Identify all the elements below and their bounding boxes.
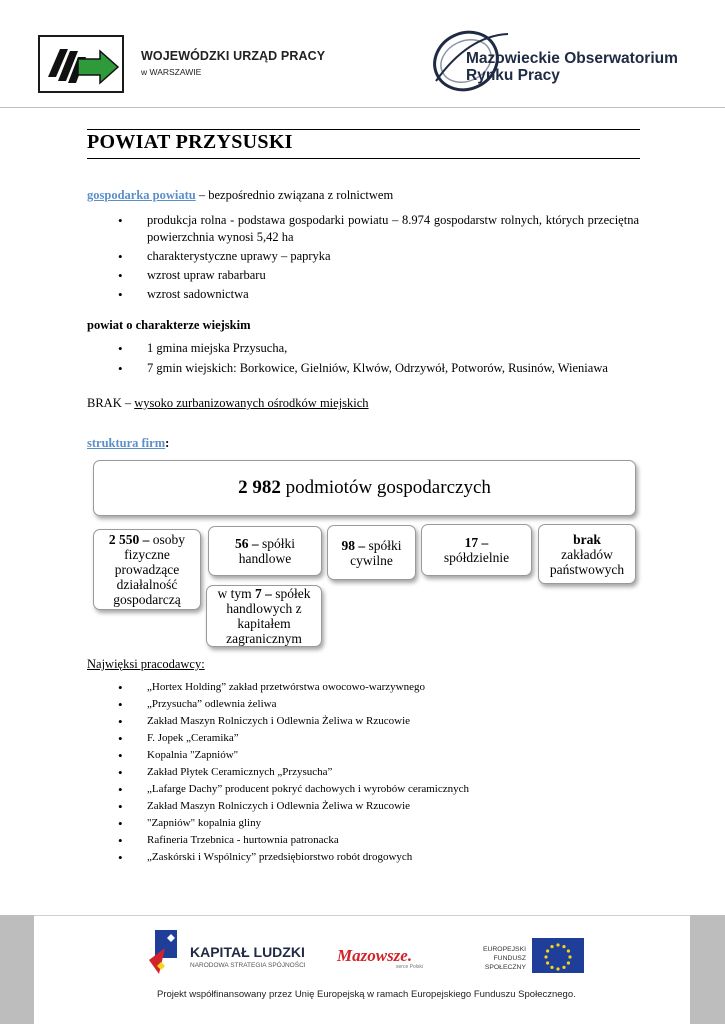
firms-total: [238, 477, 491, 499]
firms-box-label: spółdzielnie: [443, 550, 510, 565]
firms-box-foreign: [206, 585, 322, 647]
header-divider: [0, 107, 725, 108]
firms-total-num: 2 982: [238, 477, 281, 498]
efs-line1: EUROPEJSKI: [482, 946, 526, 953]
mor-title: [466, 50, 678, 84]
mazowsze-tagline: serce Polski: [396, 964, 423, 970]
firms-box-foreign-text: [207, 586, 321, 646]
list-item: • wzrost sadownictwa: [87, 286, 639, 303]
list-item: • Zakład Maszyn Rolniczych i Odlewnia Żeliwa w Rzucowie: [87, 713, 647, 730]
employers-list: [87, 679, 647, 866]
list-item: • F. Jopek „Ceramika”: [87, 730, 647, 747]
firms-box-num: brak: [573, 531, 601, 547]
efs-text: [458, 945, 526, 972]
firms-box-coop: [421, 524, 532, 576]
list-item: • „Zaskórski i Wspólnicy” przedsiębiorstwo robót drogowych: [87, 849, 647, 866]
mor-title-line1: Mazowieckie Obserwatorium: [466, 50, 678, 67]
firms-box-num: 17 –: [464, 535, 489, 550]
eu-flag: [532, 938, 584, 973]
wup-logo: [38, 35, 124, 93]
firms-box-commercial: [208, 526, 322, 576]
list-item: • „Hortex Holding” zakład przetwórstwa owocowo-warzywnego: [87, 679, 647, 696]
firms-box-state: [538, 524, 636, 584]
economy-list: [87, 212, 639, 303]
list-item: • 1 gmina miejska Przysucha,: [87, 340, 639, 357]
kapital-ludzki-title: KAPITAŁ LUDZKI: [190, 944, 305, 960]
firms-box-individuals-text: [94, 532, 200, 607]
firms-box-num: 56 –: [234, 536, 259, 551]
economy-heading: [87, 187, 640, 204]
economy-heading-rest: – bezpośrednio związana z rolnictwem: [195, 188, 394, 202]
firms-box-label: zakładów państwowych: [549, 546, 625, 577]
firms-box-pre: w tym: [217, 586, 255, 601]
list-item: • Kopalnia "Zapniów": [87, 747, 647, 764]
firms-box-coop-text: [444, 535, 509, 565]
list-item: • Zakład Maszyn Rolniczych i Odlewnia Żeliwa w Rzucowie: [87, 798, 647, 815]
brak-rest: wysoko zurbanizowanych ośrodków miejskich: [134, 396, 369, 410]
list-item: • wzrost upraw rabarbaru: [87, 267, 639, 284]
title-rule-top: [87, 129, 640, 130]
firms-box-civil-text: [328, 538, 415, 568]
firms-box-label: osoby fizyczne prowadzące działalność gospodarczą: [113, 532, 186, 607]
firms-link[interactable]: struktura firm: [87, 436, 166, 450]
firms-box-civil: [327, 525, 416, 580]
footer-divider: [34, 915, 690, 916]
wup-subtitle: w WARSZAWIE: [141, 67, 202, 77]
mor-title-line2: Rynku Pracy: [466, 67, 560, 84]
title-rule-bottom: [87, 158, 640, 159]
firms-heading: [87, 435, 169, 452]
page-title: POWIAT PRZYSUSKI: [87, 131, 293, 153]
firms-box-label: spółki handlowe: [238, 536, 295, 566]
kapital-ludzki-emblem: [147, 926, 183, 976]
firms-box-label: spółki cywilne: [350, 537, 402, 568]
firms-box-num: 7 –: [255, 586, 272, 601]
list-item: • Zakład Płytek Ceramicznych „Przysucha”: [87, 764, 647, 781]
list-item: • produkcja rolna - podstawa gospodarki powiatu – 8.974 gospodarstw rolnych, których przeciętna powierzchnia wynosi 5,42 ha: [87, 212, 639, 246]
efs-line2: FUNDUSZ SPOŁECZNY: [484, 955, 526, 971]
rural-list: [87, 340, 639, 377]
wup-title: WOJEWÓDZKI URZĄD PRACY: [141, 49, 326, 63]
footer-note: Projekt współfinansowany przez Unię Europejską w ramach Europejskiego Funduszu Społecznego.: [157, 989, 576, 1000]
firms-total-box: [93, 460, 636, 516]
rural-heading: powiat o charakterze wiejskim: [87, 318, 251, 332]
firms-box-commercial-text: [209, 536, 321, 566]
kapital-ludzki-subtitle: NARODOWA STRATEGIA SPÓJNOŚCI: [190, 962, 306, 969]
list-item: • "Zapniów" kopalnia gliny: [87, 815, 647, 832]
list-item: • 7 gmin wiejskich: Borkowice, Gielniów, Klwów, Odrzywół, Potworów, Rusinów, Wieniawa: [87, 360, 639, 377]
list-item: • „Przysucha” odlewnia żeliwa: [87, 696, 647, 713]
mazowsze-logo: Mazowsze.: [337, 946, 413, 965]
employers-heading: Najwięksi pracodawcy:: [87, 657, 205, 671]
list-item: • Rafineria Trzebnica - hurtownia patronacka: [87, 832, 647, 849]
firms-box-num: 98 –: [341, 537, 366, 553]
economy-link[interactable]: gospodarka powiatu: [87, 188, 196, 202]
brak-line: [87, 395, 369, 412]
firms-colon: :: [165, 436, 170, 450]
firms-total-text: podmiotów gospodarczych: [280, 477, 491, 498]
firms-box-label: spółek handlowych z kapitałem zagranicznym: [226, 586, 311, 646]
footer-side-left: [0, 915, 34, 1024]
firms-box-individuals: [93, 529, 201, 610]
list-item: • charakterystyczne uprawy – papryka: [87, 248, 639, 265]
firms-box-num: 2 550 –: [108, 532, 150, 547]
firms-box-state-text: [539, 532, 635, 577]
brak-prefix: BRAK –: [87, 396, 135, 410]
footer-side-right: [690, 915, 725, 1024]
list-item: • „Lafarge Dachy” producent pokryć dachowych i wyrobów ceramicznych: [87, 781, 647, 798]
